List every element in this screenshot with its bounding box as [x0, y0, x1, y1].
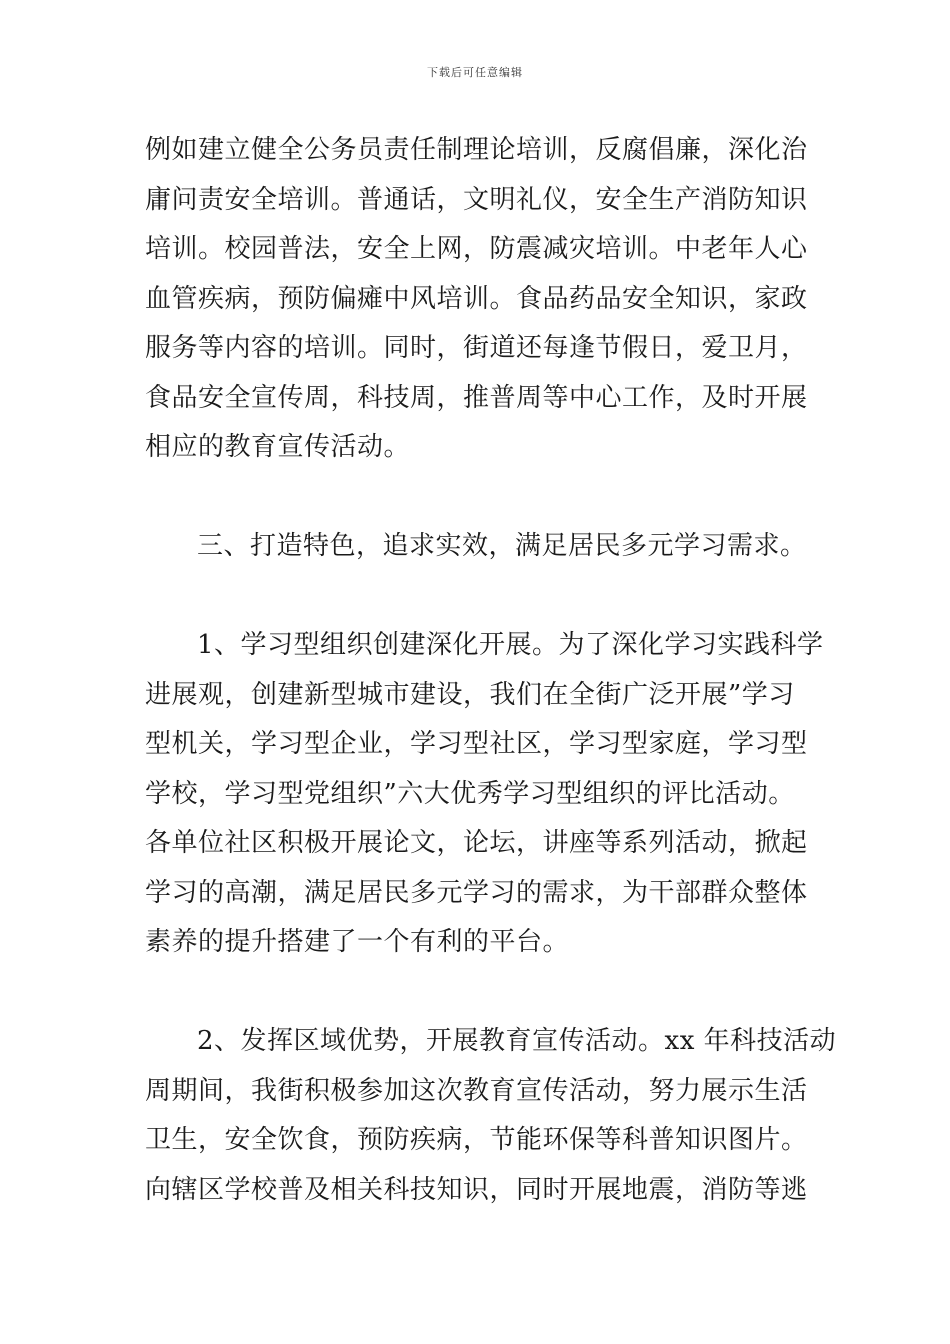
paragraph-line: 进展观，创建新型城市建设，我们在全街广泛开展”学习: [145, 679, 795, 710]
paragraph-spacer: [145, 473, 810, 523]
paragraph-line: 素养的提升搭建了一个有利的平台。: [145, 927, 570, 957]
paragraph-2: [145, 621, 824, 968]
paragraph-line: 向辖区学校普及相关科技知识，同时开展地震，消防等逃: [145, 1174, 808, 1205]
paragraph-line: 相应的教育宣传活动。: [145, 432, 411, 462]
paragraph-line: 学习的高潮，满足居民多元学习的需求，为干部群众整体: [145, 877, 808, 908]
paragraph-line: 培训。校园普法，安全上网，防震减灾培训。中老年人心: [145, 234, 808, 264]
paragraph-1: [145, 126, 810, 473]
paragraph-line: 周期间，我街积极参加这次教育宣传活动，努力展示生活: [145, 1075, 808, 1106]
document-body: [145, 126, 837, 1215]
paragraph-line: 庸问责安全培训。普通话，文明礼仪，安全生产消防知识: [145, 184, 808, 215]
paragraph-line: 服务等内容的培训。同时，街道还每逢节假日，爱卫月，: [145, 333, 808, 363]
paragraph-line: 例如建立健全公务员责任制理论培训，反腐倡廉，深化治: [145, 135, 808, 165]
paragraph-line: 食品安全宣传周，科技周，推普周等中心工作，及时开展: [145, 382, 808, 413]
paragraph-line: 卫生，安全饮食，预防疾病，节能环保等科普知识图片。: [145, 1125, 808, 1155]
paragraph-line: 学校，学习型党组织”六大优秀学习型组织的评比活动。: [145, 778, 795, 809]
paragraph-spacer: [145, 572, 810, 622]
paragraph-line: 2、发挥区域优势，开展教育宣传活动。xx 年科技活动: [197, 1026, 837, 1056]
paragraph-line: 型机关，学习型企业，学习型社区，学习型家庭，学习型: [145, 729, 808, 759]
section-heading: 三、打造特色，追求实效，满足居民多元学习需求。: [197, 531, 807, 561]
paragraph-line: 血管疾病，预防偏瘫中风培训。食品药品安全知识，家政: [145, 283, 808, 314]
paragraph-spacer: [145, 968, 810, 1018]
page-header: 下载后可任意编辑: [427, 66, 523, 79]
paragraph-3: [145, 1017, 837, 1215]
paragraph-line: 1、学习型组织创建深化开展。为了深化学习实践科学: [197, 630, 824, 660]
paragraph-line: 各单位社区积极开展论文，论坛，讲座等系列活动，掀起: [145, 828, 808, 858]
